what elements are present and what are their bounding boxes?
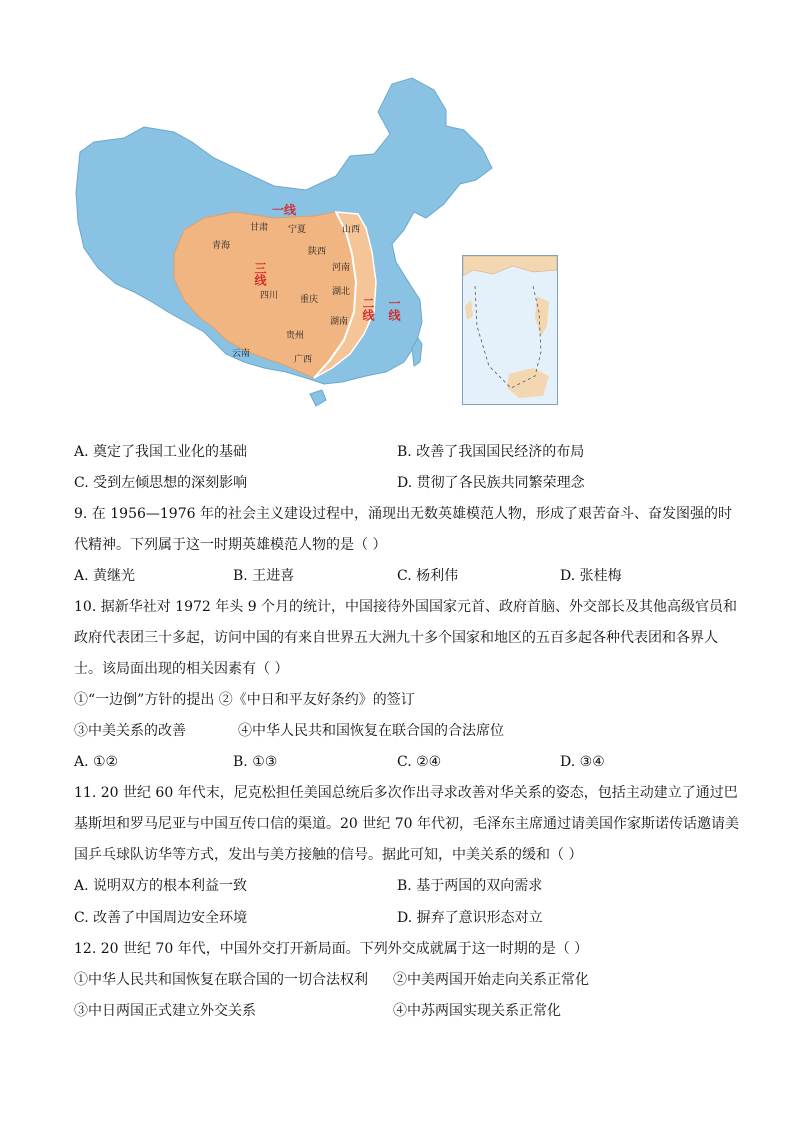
q8-option-c: C. 受到左倾思想的深刻影响 [74,475,248,491]
inset-island-right [535,296,549,336]
q10-item-4: ④中华人民共和国恢复在联合国的合法席位 [238,723,504,739]
south-china-sea-inset [462,255,558,405]
q10-stem-line1: 10. 据新华社对 1972 年头 9 个月的统计，中国接待外国国家元首、政府首脑、外交部长及其他高级官员和 [74,599,738,615]
q10-stem-line2: 政府代表团三十多起，访问中国的有来自世界五大洲九十多个国家和地区的五百多起各种代表团和各界人 [74,630,718,646]
inset-island-bottom [507,368,549,398]
q12-stem-line1: 12. 20 世纪 70 年代，中国外交打开新局面。下列外交成就属于这一时期的是（ ） [74,941,589,957]
q9-option-a: A. 黄继光 [74,568,136,584]
label-henan: 河南 [332,263,351,273]
q11-stem-line1: 11. 20 世纪 60 年代末，尼克松担任美国总统后多次作出寻求改善对华关系的姿态，包括主动建立了通过巴 [74,785,738,801]
label-gansu: 甘肃 [250,223,269,233]
q8-option-d: D. 贯彻了各民族共同繁荣理念 [397,475,585,491]
q10-option-b: B. ①③ [233,754,278,770]
label-qinghai: 青海 [212,241,231,251]
label-ningxia: 宁夏 [288,225,307,235]
q9-option-d: D. 张桂梅 [560,568,622,584]
label-hunan: 湖南 [330,317,349,327]
label-yixian-right: 一线 [387,297,401,321]
q11-option-b: B. 基于两国的双向需求 [397,878,543,894]
q10-option-a: A. ①② [74,754,119,770]
inset-map-svg [463,256,557,404]
q9-option-c: C. 杨利伟 [397,568,459,584]
label-yixian-top: 一线 [272,203,297,217]
q10-option-d: D. ③④ [560,754,605,770]
label-hubei: 湖北 [332,287,351,297]
label-sanxian: 三线 [253,262,267,286]
q10-option-c: C. ②④ [397,754,442,770]
q11-option-c: C. 改善了中国周边安全环境 [74,910,248,926]
q12-item-2: ②中美两国开始走向关系正常化 [393,972,589,988]
inset-island-left [465,300,473,320]
q12-item-4: ④中苏两国实现关系正常化 [393,1003,561,1019]
q9-option-b: B. 王进喜 [233,568,295,584]
label-yunnan: 云南 [232,349,251,359]
q9-stem-line1: 9. 在 1956—1976 年的社会主义建设过程中，涌现出无数英雄模范人物，形成了艰苦奋斗、奋发图强的时 [74,506,732,522]
hainan-island [310,390,326,406]
inset-coast [463,256,557,276]
label-erxian: 二线 [361,297,375,321]
label-sichuan: 四川 [260,291,279,301]
q11-option-d: D. 摒弃了意识形态对立 [397,910,543,926]
q11-stem-line2: 基斯坦和罗马尼亚与中国互传口信的渠道。20 世纪 70 年代初，毛泽东主席通过请美国作家斯诺传话邀请美 [74,816,739,832]
label-chongqing: 重庆 [300,295,319,305]
q10-stem-line3: 士。该局面出现的相关因素有（ ） [74,661,289,677]
q10-items-1-2: ①“一边倒”方针的提出 ②《中日和平友好条约》的签订 [74,692,415,708]
label-guangxi: 广西 [294,355,313,365]
q8-option-b: B. 改善了我国国民经济的布局 [397,444,585,460]
q11-option-a: A. 说明双方的根本利益一致 [74,878,248,894]
q8-option-a: A. 奠定了我国工业化的基础 [74,444,248,460]
q12-item-1: ①中华人民共和国恢复在联合国的一切合法权利 [74,972,368,988]
label-shanxi: 山西 [342,225,361,235]
label-guizhou: 贵州 [286,331,305,341]
label-shaanxi: 陕西 [308,247,327,257]
q10-item-3: ③中美关系的改善 [74,723,186,739]
q11-stem-line3: 国乒乓球队访华等方式，发出与美方接触的信号。据此可知，中美关系的缓和（ ） [74,847,583,863]
q9-stem-line2: 代精神。下列属于这一时期英雄模范人物的是（ ） [74,537,387,553]
q12-item-3: ③中日两国正式建立外交关系 [74,1003,256,1019]
